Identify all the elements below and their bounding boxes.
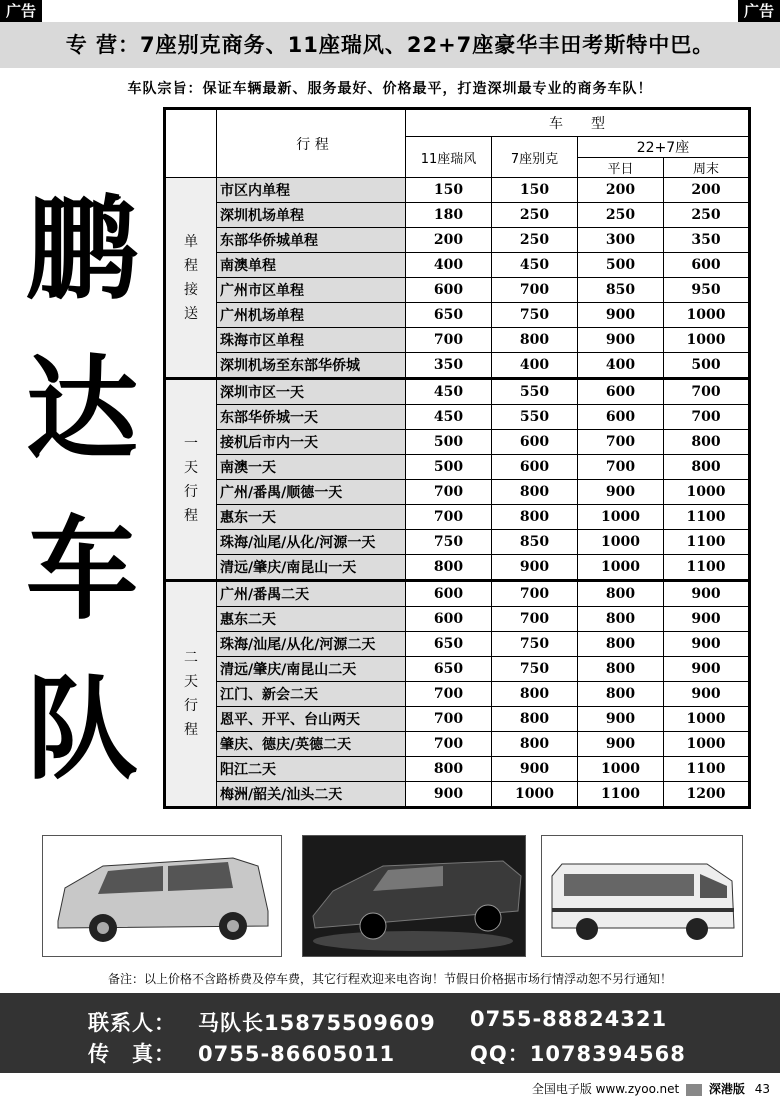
top-bar: [0, 0, 780, 22]
ad-label-left: 广告: [0, 0, 42, 22]
price-7-seat: 900: [492, 757, 578, 782]
price-11-seat: 500: [406, 430, 492, 455]
section-label-char: 程: [184, 257, 198, 274]
route-cell: 广州机场单程: [217, 303, 406, 328]
price-7-seat: 600: [492, 430, 578, 455]
price-weekday: 900: [578, 480, 664, 505]
mpv-icon: [303, 836, 525, 956]
price-7-seat: 550: [492, 405, 578, 430]
price-weekday: 700: [578, 430, 664, 455]
bus-photo-coaster: [541, 835, 743, 957]
price-11-seat: 800: [406, 757, 492, 782]
price-weekday: 850: [578, 278, 664, 303]
route-cell: 珠海/汕尾/从化/河源一天: [217, 530, 406, 555]
price-11-seat: 350: [406, 353, 492, 379]
section-label-char: 天: [184, 459, 198, 476]
price-weekday: 800: [578, 632, 664, 657]
table-row: [165, 253, 750, 278]
price-weekend: 700: [664, 379, 750, 405]
table-row: [165, 732, 750, 757]
price-7-seat: 400: [492, 353, 578, 379]
route-cell: 接机后市内一天: [217, 430, 406, 455]
price-7-seat: 800: [492, 707, 578, 732]
price-weekend: 900: [664, 657, 750, 682]
header-route: 行 程: [217, 109, 406, 178]
price-weekday: 800: [578, 581, 664, 607]
header-vehicle: 车 型: [406, 109, 750, 137]
price-weekday: 300: [578, 228, 664, 253]
van-photo-buick: [302, 835, 526, 957]
price-11-seat: 800: [406, 555, 492, 581]
price-11-seat: 650: [406, 632, 492, 657]
table-row: [165, 405, 750, 430]
price-11-seat: 900: [406, 782, 492, 808]
route-cell: 珠海市区单程: [217, 328, 406, 353]
brand-char: 鹏: [26, 184, 138, 315]
price-weekday: 800: [578, 657, 664, 682]
price-weekday: 200: [578, 178, 664, 203]
route-cell: 广州/番禺二天: [217, 581, 406, 607]
fax-label: 传 真：: [88, 1042, 176, 1066]
table-row: [165, 203, 750, 228]
price-11-seat: 180: [406, 203, 492, 228]
price-11-seat: 750: [406, 530, 492, 555]
section-label-char: 行: [184, 483, 198, 500]
price-7-seat: 800: [492, 732, 578, 757]
table-row: [165, 303, 750, 328]
table-row: [165, 178, 750, 203]
route-cell: 东部华侨城一天: [217, 405, 406, 430]
route-cell: 恩平、开平、台山两天: [217, 707, 406, 732]
price-weekend: 1100: [664, 505, 750, 530]
fleet-tenet: 车队宗旨：保证车辆最新、服务最好、价格最平，打造深圳最专业的商务车队！: [127, 81, 653, 97]
price-weekend: 1100: [664, 757, 750, 782]
price-weekend: 900: [664, 682, 750, 707]
qq-number: QQ：1078394568: [470, 1042, 686, 1066]
price-11-seat: 700: [406, 682, 492, 707]
price-weekend: 1100: [664, 530, 750, 555]
table-row: [165, 228, 750, 253]
price-11-seat: 700: [406, 732, 492, 757]
price-weekday: 900: [578, 328, 664, 353]
route-cell: 肇庆、德庆/英德二天: [217, 732, 406, 757]
page-number: 43: [754, 1082, 770, 1096]
section-label-char: 单: [184, 233, 198, 250]
price-weekday: 600: [578, 379, 664, 405]
price-7-seat: 750: [492, 303, 578, 328]
price-weekend: 250: [664, 203, 750, 228]
price-weekday: 900: [578, 707, 664, 732]
price-weekend: 950: [664, 278, 750, 303]
route-cell: 江门、新会二天: [217, 682, 406, 707]
price-11-seat: 200: [406, 228, 492, 253]
section-label-char: 接: [184, 281, 198, 298]
price-7-seat: 800: [492, 682, 578, 707]
price-weekday: 1000: [578, 505, 664, 530]
minibus-icon: [542, 836, 742, 956]
price-weekend: 800: [664, 455, 750, 480]
price-11-seat: 450: [406, 405, 492, 430]
price-weekend: 1000: [664, 328, 750, 353]
contact-value: 马队长15875509609: [198, 1011, 436, 1035]
fax-row: [88, 1038, 395, 1068]
price-7-seat: 800: [492, 480, 578, 505]
magazine-logo-icon: [686, 1084, 702, 1096]
price-weekday: 900: [578, 303, 664, 328]
price-7-seat: 1000: [492, 782, 578, 808]
price-7-seat: 750: [492, 632, 578, 657]
table-row: [165, 480, 750, 505]
price-11-seat: 600: [406, 278, 492, 303]
price-7-seat: 150: [492, 178, 578, 203]
section-label-char: 程: [184, 722, 198, 738]
table-row: [165, 555, 750, 581]
phone-number: 0755-88824321: [470, 1007, 668, 1031]
price-11-seat: 700: [406, 480, 492, 505]
price-weekday: 800: [578, 682, 664, 707]
table-row: [165, 757, 750, 782]
price-weekday: 400: [578, 353, 664, 379]
price-7-seat: 800: [492, 328, 578, 353]
price-11-seat: 700: [406, 707, 492, 732]
price-11-seat: 650: [406, 657, 492, 682]
table-row: [165, 581, 750, 607]
route-cell: 珠海/汕尾/从化/河源二天: [217, 632, 406, 657]
section-label-char: 一: [184, 435, 198, 452]
section-label-char: 行: [184, 698, 198, 714]
price-weekend: 1100: [664, 555, 750, 581]
section-label: [165, 379, 217, 581]
price-11-seat: 150: [406, 178, 492, 203]
header-7-seat: 7座别克: [492, 137, 578, 178]
price-weekend: 700: [664, 405, 750, 430]
brand-char: 车: [26, 504, 138, 635]
price-weekday: 1000: [578, 555, 664, 581]
header-11-seat: 11座瑞风: [406, 137, 492, 178]
price-7-seat: 550: [492, 379, 578, 405]
price-7-seat: 700: [492, 278, 578, 303]
page-footer: [532, 1080, 770, 1097]
fax-value: 0755-86605011: [198, 1042, 396, 1066]
contact-label: 联系人：: [88, 1011, 176, 1035]
header-weekday: 平日: [578, 158, 664, 178]
price-11-seat: 450: [406, 379, 492, 405]
section-label: [165, 178, 217, 379]
table-row: [165, 328, 750, 353]
section-label: [165, 581, 217, 808]
price-weekend: 900: [664, 581, 750, 607]
price-11-seat: 700: [406, 505, 492, 530]
table-row: [165, 278, 750, 303]
price-weekend: 600: [664, 253, 750, 278]
price-weekend: 1000: [664, 707, 750, 732]
price-weekday: 800: [578, 607, 664, 632]
route-cell: 清远/肇庆/南昆山二天: [217, 657, 406, 682]
table-row: [165, 455, 750, 480]
price-weekend: 1000: [664, 732, 750, 757]
price-weekend: 200: [664, 178, 750, 203]
route-cell: 广州市区单程: [217, 278, 406, 303]
brand-char: 队: [26, 664, 138, 795]
header-22-seat: 22+7座: [578, 137, 750, 158]
price-weekend: 350: [664, 228, 750, 253]
price-weekday: 700: [578, 455, 664, 480]
contact-bar: [0, 993, 780, 1073]
price-11-seat: 400: [406, 253, 492, 278]
price-weekday: 250: [578, 203, 664, 228]
price-weekend: 1000: [664, 480, 750, 505]
price-weekend: 1000: [664, 303, 750, 328]
price-11-seat: 700: [406, 328, 492, 353]
remark-note: 备注：以上价格不含路桥费及停车费，其它行程欢迎来电咨询！节假日价格据市场行情浮动恕不另行通知！: [107, 972, 672, 986]
table-row: [165, 379, 750, 405]
price-weekend: 500: [664, 353, 750, 379]
price-7-seat: 600: [492, 455, 578, 480]
price-7-seat: 250: [492, 203, 578, 228]
table-row: [165, 707, 750, 732]
route-cell: 惠东二天: [217, 607, 406, 632]
table-row: [165, 782, 750, 808]
price-weekend: 1200: [664, 782, 750, 808]
route-cell: 阳江二天: [217, 757, 406, 782]
route-cell: 深圳机场单程: [217, 203, 406, 228]
ad-label-right: 广告: [738, 0, 780, 22]
table-row: [165, 530, 750, 555]
table-row: [165, 682, 750, 707]
price-weekday: 1000: [578, 757, 664, 782]
price-7-seat: 450: [492, 253, 578, 278]
price-7-seat: 750: [492, 657, 578, 682]
route-cell: 深圳机场至东部华侨城: [217, 353, 406, 379]
price-weekday: 500: [578, 253, 664, 278]
table-row: [165, 353, 750, 379]
section-label-char: 送: [184, 305, 198, 322]
price-7-seat: 700: [492, 607, 578, 632]
section-label-char: 天: [184, 674, 198, 690]
table-row: [165, 607, 750, 632]
footer-site: 全国电子版 www.zyoo.net: [531, 1082, 680, 1096]
price-weekend: 900: [664, 607, 750, 632]
price-11-seat: 600: [406, 607, 492, 632]
minivan-icon: [43, 836, 281, 956]
price-7-seat: 900: [492, 555, 578, 581]
table-row: [165, 505, 750, 530]
route-cell: 东部华侨城单程: [217, 228, 406, 253]
corner-cell: [165, 109, 217, 178]
price-weekend: 900: [664, 632, 750, 657]
route-cell: 广州/番禺/顺德一天: [217, 480, 406, 505]
route-cell: 南澳一天: [217, 455, 406, 480]
route-cell: 清远/肇庆/南昆山一天: [217, 555, 406, 581]
price-7-seat: 700: [492, 581, 578, 607]
section-label-char: 二: [184, 650, 198, 666]
price-11-seat: 600: [406, 581, 492, 607]
route-cell: 市区内单程: [217, 178, 406, 203]
price-weekday: 900: [578, 732, 664, 757]
van-photo-jac: [42, 835, 282, 957]
footer-edition: 深港版: [708, 1082, 745, 1096]
route-cell: 南澳单程: [217, 253, 406, 278]
route-cell: 深圳市区一天: [217, 379, 406, 405]
specialty-banner: 专 营：7座别克商务、11座瑞风、22+7座豪华丰田考斯特中巴。: [0, 22, 780, 68]
price-weekday: 1100: [578, 782, 664, 808]
route-cell: 梅洲/韶关/汕头二天: [217, 782, 406, 808]
price-weekday: 1000: [578, 530, 664, 555]
price-7-seat: 850: [492, 530, 578, 555]
section-label-char: 程: [184, 507, 198, 524]
price-11-seat: 650: [406, 303, 492, 328]
header-weekend: 周末: [664, 158, 750, 178]
route-cell: 惠东一天: [217, 505, 406, 530]
price-weekday: 600: [578, 405, 664, 430]
price-7-seat: 250: [492, 228, 578, 253]
price-7-seat: 800: [492, 505, 578, 530]
contact-row: [88, 1007, 436, 1037]
price-11-seat: 500: [406, 455, 492, 480]
table-row: [165, 657, 750, 682]
table-row: [165, 632, 750, 657]
table-row: [165, 430, 750, 455]
brand-char: 达: [26, 344, 138, 475]
price-table: [163, 107, 751, 809]
brand-name: [22, 170, 142, 810]
price-weekend: 800: [664, 430, 750, 455]
